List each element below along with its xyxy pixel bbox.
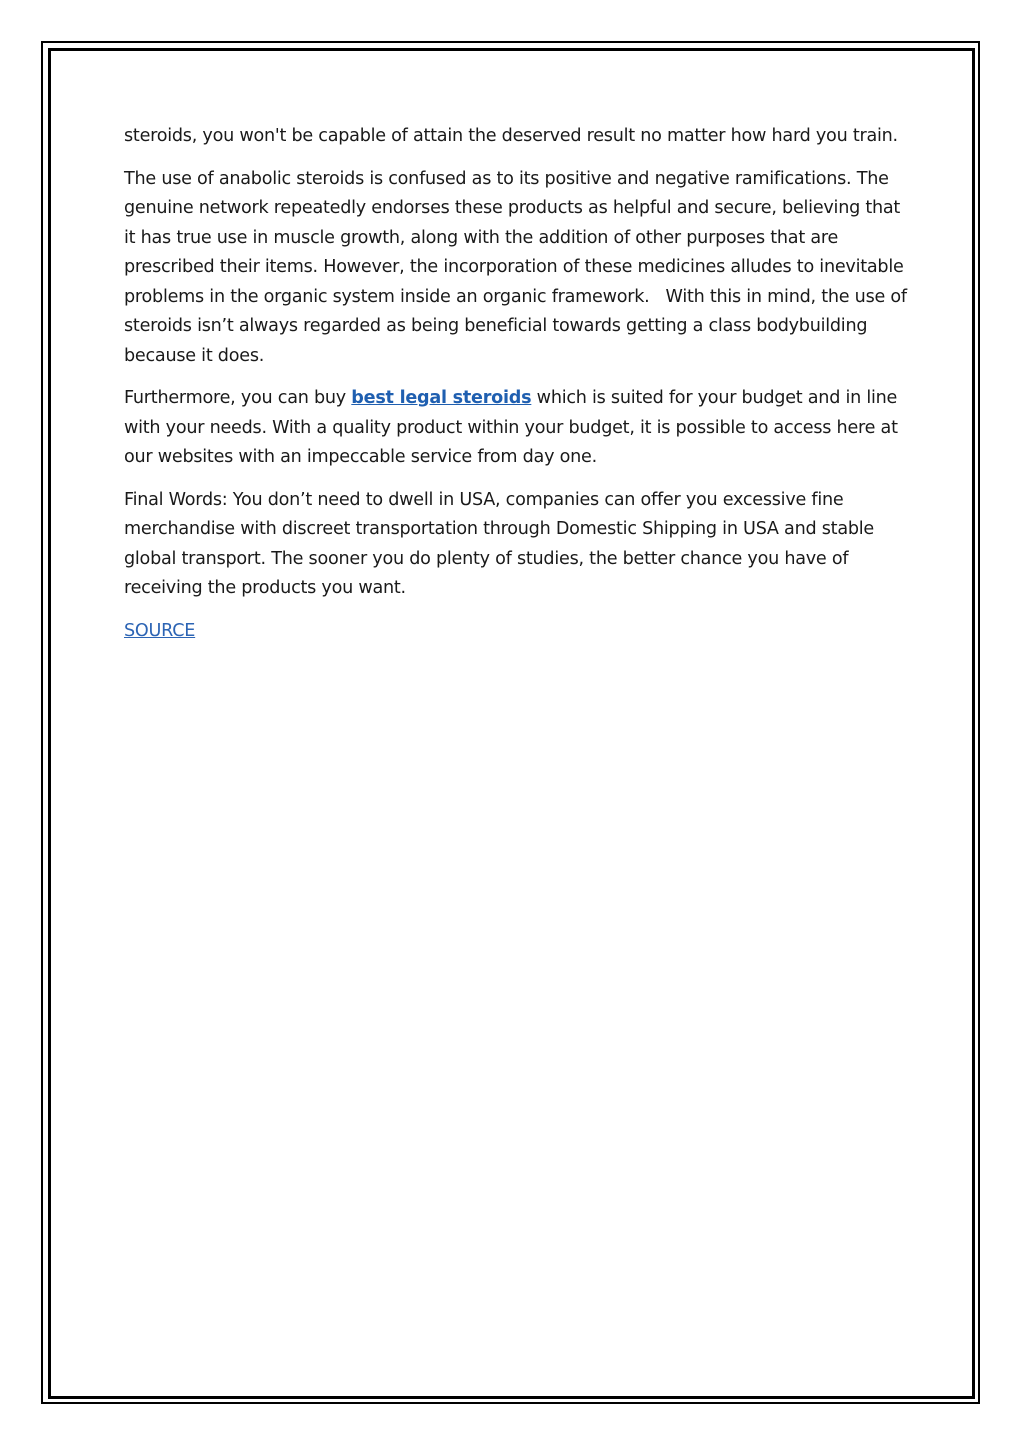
- document-body: [124, 122, 914, 659]
- best-legal-steroids-link[interactable]: best legal steroids: [351, 388, 532, 408]
- paragraph-furthermore-rest: which is suited for your budget and in line with your needs. With a quality product within your budget, it is possible to access here at our websites with an impeccable service from day one.: [124, 388, 898, 467]
- source-link[interactable]: SOURCE: [124, 620, 196, 641]
- paragraph-final-words: Final Words: You don’t need to dwell in USA, companies can offer you excessive fine merchandise with discreet transportation through Domestic Shipping in USA and stable global transport. The sooner you do plenty of studies, the better chance you have of receiving the products you want.: [124, 489, 874, 598]
- paragraph-furthermore-lead: Furthermore, you can buy: [124, 388, 352, 408]
- paragraph-furthermore: [124, 384, 914, 473]
- paragraph-intro: steroids, you won't be capable of attain the deserved result no matter how hard you train.: [124, 126, 898, 146]
- source-line: [124, 617, 914, 647]
- paragraph-anabolic-steroids: The use of anabolic steroids is confused as to its positive and negative ramifications. The genuine network repeatedly endorses these products as helpful and secure, believing that it has true use in muscle growth, along with the addition of other purposes that are prescribed their items. However, the incorporation of these medicines alludes to inevitable problems in the organic system inside an organic framework. With this in mind, the use of steroids isn’t always regarded as being beneficial towards getting a class bodybuilding because it does.: [124, 168, 913, 366]
